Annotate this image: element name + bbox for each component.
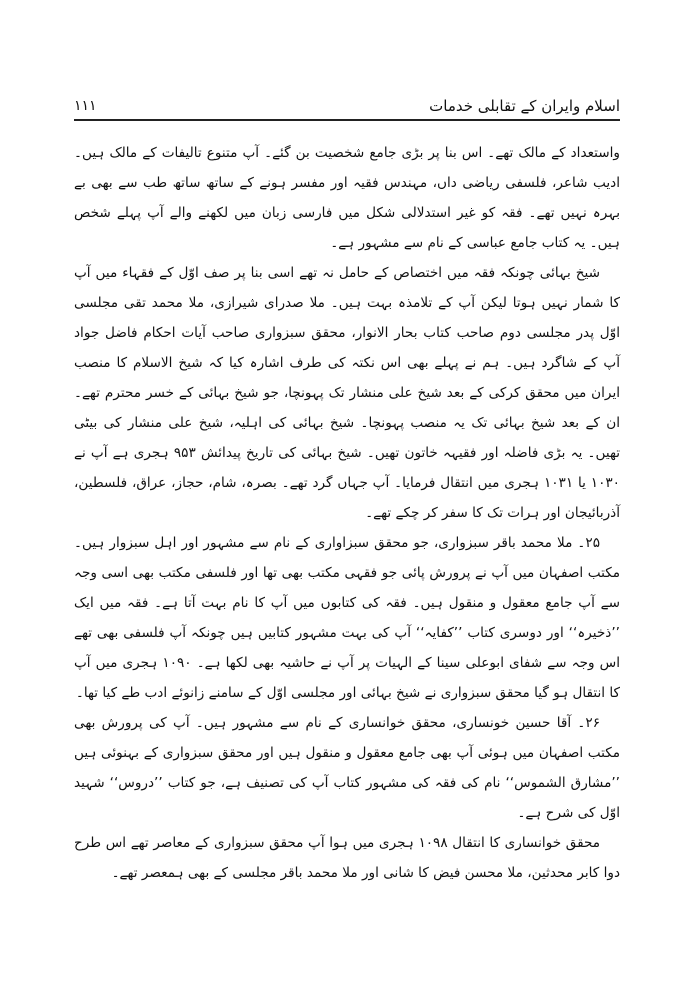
- running-title: اسلام وایران کے تقابلی خدمات: [429, 97, 620, 115]
- page-header: [74, 90, 620, 116]
- paragraph: ۲۵۔ ملا محمد باقر سبزواری، جو محقق سبزاواری کے نام سے مشہور اور اہل سبزوار ہیں۔ مکتب اصفہان میں آپ نے پرورش پائی جو فقہی مکتب بھی تھا اور فلسفی مکتب بھی اسی وجہ سے آپ جامع معقول و منقول ہیں۔ فقہ کی کتابوں میں آپ کا نام بہت آتا ہے۔ فقہ میں ایک ’’ذخیرہ‘‘ اور دوسری کتاب ’’کفایہ‘‘ آپ کی بہت مشہور کتابیں ہیں چونکہ آپ فلسفی بھی تھے اس وجہ سے شفای ابوعلی سینا کے الہیات پر آپ نے حاشیہ بھی لکھا ہے۔ ۱۰۹۰ ہجری میں آپ کا انتقال ہو گیا محقق سبزواری نے شیخ بہائی اور مجلسی اوّل کے سامنے زانوئے ادب طے کیا تھا۔: [74, 535, 620, 701]
- body-text: [74, 138, 620, 888]
- header-divider: [74, 119, 620, 121]
- paragraph: شیخ بہائی چونکہ فقہ میں اختصاص کے حامل نہ تھے اسی بنا پر صف اوّل کے فقہاء میں آپ کا شمار نہیں ہوتا لیکن آپ کے تلامذہ بہت ہیں۔ ملا صدرای شیرازی، ملا محمد تقی مجلسی اوّل پدر مجلسی دوم صاحب کتاب بحار الانوار، محقق سبزواری صاحب آیات احکام فاضل جواد آپ کے شاگرد ہیں۔ ہم نے پہلے بھی اس نکتہ کی طرف اشارہ کیا کہ شیخ الاسلام کا منصب ایران میں محقق کرکی کے بعد شیخ علی منشار تک پہونچا، جو شیخ بہائی کے خسر محترم تھے۔ ان کے بعد شیخ بہائی تک یہ منصب پہونچا۔ شیخ بہائی کی اہلیہ، شیخ علی منشار کی بیٹی تھیں۔ یہ بڑی فاضلہ اور فقیہہ خاتون تھیں۔ شیخ بہائی کی تاریخ پیدائش ۹۵۳ ہجری ہے آپ نے ۱۰۳۰ یا ۱۰۳۱ ہجری میں انتقال فرمایا۔ آپ جہاں گرد تھے۔ بصرہ، شام، حجاز، عراق، فلسطین، آذربائیجان اور ہرات تک کا سفر کر چکے تھے۔: [74, 265, 621, 521]
- paragraph: محقق خوانساری کا انتقال ۱۰۹۸ ہجری میں ہوا آپ محقق سبزواری کے معاصر تھے اس طرح دوا کابر محدثین، ملا محسن فیض کا شانی اور ملا محمد باقر مجلسی کے بھی ہمعصر تھے۔: [74, 835, 620, 881]
- paragraph: ۲۶۔ آقا حسین خونساری، محقق خوانساری کے نام سے مشہور ہیں۔ آپ کی پرورش بھی مکتب اصفہان میں ہوئی آپ بھی جامع معقول و منقول ہیں اور محقق سبزواری کے بہنوئی ہیں ’’مشارق الشموس‘‘ نام کی فقہ کی مشہور کتاب آپ کی تصنیف ہے، جو کتاب ’’دروس‘‘ شہید اوّل کی شرح ہے۔: [74, 715, 620, 821]
- paragraph: واستعداد کے مالک تھے۔ اس بنا پر بڑی جامع شخصیت بن گئے۔ آپ متنوع تالیفات کے مالک ہیں۔ ادیب شاعر، فلسفی ریاضی داں، مہندس فقیہ اور مفسر ہونے کے ساتھ ساتھ طب سے بھی بے بہرہ نہیں تھے۔ فقہ کو غیر استدلالی شکل میں فارسی زبان میں لکھنے والے آپ پہلے شخص ہیں۔ یہ کتاب جامع عباسی کے نام سے مشہور ہے۔: [74, 145, 620, 251]
- page-number: ۱۱۱: [74, 98, 97, 114]
